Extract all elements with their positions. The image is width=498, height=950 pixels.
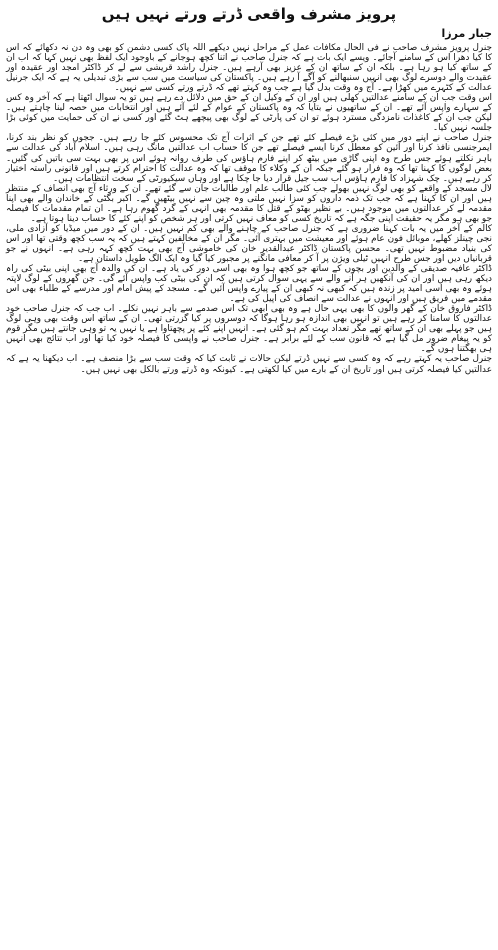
paragraph: کالم کے آخر میں یہ بات کہنا ضروری ہے کہ جنرل صاحب کے چاہنے والے بھی کم نہیں ہیں۔ ان کے دور میں میڈیا کو آزادی ملی، نجی چینلز کھلے، موبائل فون عام ہوئے اور معیشت میں بہتری آئی۔ مگر ان کے مخالفین کہتے ہیں کہ یہ سب کچھ وقتی تھا اور اس کی بنیاد مضبوط نہیں تھی۔ محسن پاکستان ڈاکٹر عبدالقدیر خان کی خاموشی آج بھی بہت کچھ کہہ رہی ہے۔ انہوں نے جو قربانیاں دیں اور جس طرح انہیں ٹیلی ویژن پر آ کر معافی مانگنے پر مجبور کیا گیا وہ ایک الگ طویل داستان ہے۔ bbox=[6, 223, 492, 264]
paragraph: جنرل صاحب نے اپنے دور میں کئی بڑے فیصلے کئے تھے جن کے اثرات آج تک محسوس کئے جا رہے ہیں۔ ججوں کو نظر بند کرنا، ایمرجنسی نافذ کرنا اور آئین کو معطل کرنا ایسے فیصلے تھے جن کا حساب اب عدالتیں مانگ رہی ہیں۔ اسلام آباد کی عدالت سے باہر نکلتے ہوئے جس طرح وہ اپنی گاڑی میں بیٹھ کر اپنے فارم ہاؤس کی طرف روانہ ہوئے اس پر بھی بہت سی باتیں کی گئیں۔ بعض لوگوں کا کہنا تھا کہ وہ فرار ہو گئے جبکہ ان کے وکلاء کا موقف تھا کہ وہ عدالت کا احترام کرتے ہیں اور قانونی راستہ اختیار کر رہے ہیں۔ چک شہزاد کا فارم ہاؤس اب سب جیل قرار دیا جا چکا ہے اور وہاں سیکیورٹی کے سخت انتظامات ہیں۔ bbox=[6, 133, 492, 184]
article-body bbox=[6, 43, 492, 375]
paragraph: جنرل صاحب یہ کہتے رہے کہ وہ کسی سے نہیں ڈرتے لیکن حالات نے ثابت کیا کہ وقت سب سے بڑا منصف ہے۔ اب دیکھنا یہ ہے کہ عدالتیں کیا فیصلہ کرتی ہیں اور تاریخ ان کے بارے میں کیا لکھتی ہے۔ کیونکہ وہ ڈرتے ورتے بالکل بھی نہیں ہیں۔ bbox=[6, 354, 492, 375]
paragraph: اس وقت جب ان کے سامنے عدالتیں کھلی ہیں اور ان کے وکیل ان کے حق میں دلائل دے رہے ہیں تو یہ سوال اٹھتا ہے کہ آخر وہ کس کے سہارے واپس آئے تھے۔ ان کے ساتھیوں نے بتایا کہ وہ پاکستان کے عوام کے لئے آئے ہیں اور انتخابات میں حصہ لینا چاہتے ہیں۔ لیکن جب ان کے کاغذات نامزدگی مسترد ہوئے تو ان کی پارٹی کے لوگ بھی پیچھے ہٹ گئے اور کسی نے ان کی حمایت میں کوئی بڑا جلسہ نہیں کیا۔ bbox=[6, 93, 492, 134]
headline: پرویز مشرف واقعی ڈرتے ورتے نہیں ہیں bbox=[101, 5, 397, 23]
byline: جبار مرزا bbox=[441, 27, 492, 40]
paragraph: لال مسجد کے واقعے کو بھی لوگ نہیں بھولے جب کئی طالب علم اور طالبات جان سے گئے تھے۔ ان کے ورثاء آج بھی انصاف کے منتظر ہیں اور ان کا کہنا ہے کہ جب تک ذمہ داروں کو سزا نہیں ملتی وہ چین سے نہیں بیٹھیں گے۔ اکبر بگٹی کے خاندان والے بھی اپنا مقدمہ لے کر عدالتوں میں موجود ہیں۔ بے نظیر بھٹو کے قتل کا مقدمہ بھی انہی کے گرد گھوم رہا ہے۔ ان تمام مقدمات کا فیصلہ جو بھی ہو مگر یہ حقیقت اپنی جگہ ہے کہ تاریخ کسی کو معاف نہیں کرتی اور ہر شخص کو اپنے کئے کا حساب دینا ہوتا ہے۔ bbox=[6, 183, 492, 224]
paragraph: ڈاکٹر عافیہ صدیقی کے والدین اور بچوں کے ساتھ جو کچھ ہوا وہ بھی اسی دور کی یاد ہے۔ ان کی والدہ آج بھی اپنی بیٹی کی راہ دیکھ رہی ہیں اور ان کی آنکھیں ہر آنے والے سے یہی سوال کرتی ہیں کہ ان کی بیٹی کب واپس آئے گی۔ جن گھروں کے لوگ لاپتہ ہوئے وہ بھی اسی امید پر زندہ ہیں کہ کبھی نہ کبھی ان کے پیارے واپس آئیں گے۔ مسجد کے پیش امام اور مدرسے کے طلباء بھی اس مقدمے میں فریق ہیں اور انہوں نے عدالت سے انصاف کی اپیل کی ہے۔ bbox=[6, 264, 492, 305]
paragraph: ڈاکٹر فاروق خان کے گھر والوں کا بھی یہی حال ہے وہ بھی ابھی تک اس صدمے سے باہر نہیں نکلے۔ اب جب کہ جنرل صاحب خود عدالتوں کا سامنا کر رہے ہیں تو انہیں بھی اندازہ ہو رہا ہوگا کہ دوسروں پر کیا گزرتی تھی۔ ان کے ساتھ اس وقت بھی وہی لوگ ہیں جو پہلے بھی ان کے ساتھ تھے مگر تعداد بہت کم ہو گئی ہے۔ انہیں اپنے کئے پر پچھتاوا ہے یا نہیں یہ تو وہی جانتے ہیں مگر قوم کو یہ پیغام ضرور مل گیا ہے کہ قانون سب کے لئے برابر ہے۔ جنرل صاحب نے واپسی کا فیصلہ خود کیا تھا اور اب نتائج بھی انہیں ہی بھگتنا ہوں گے۔ bbox=[6, 304, 492, 355]
paragraph: جنرل پرویز مشرف صاحب نے فی الحال مکافات عمل کے مراحل نہیں دیکھے اللہ پاک کسی دشمن کو بھی وہ دن نہ دکھائے کہ اس کا کیا دھرا اس کے سامنے آجائے۔ ویسے ایک بات ہے کہ جنرل صاحب نے اتنا کچھ ہوجانے کے باوجود ایک لفظ بھی نہیں کہا کہ اب ان کے ساتھ کیا ہو رہا ہے۔ بلکہ ان کے ساتھ ان کے عزیز بھی آرہے ہیں۔ جنرل راشد قریشی سے لے کر ڈاکٹر امجد اور عقیدہ اور عقیدت والے دوسرے لوگ بھی انہیں سنبھالنے کو آگے آ رہے ہیں۔ پاکستان کی سیاست میں سب سے بڑی تبدیلی یہ ہے کہ ایک جرنیل عدالت کے کٹہرے میں کھڑا ہے۔ آج وہ وقت بدل گیا ہے جب وہ کہتے تھے کہ ڈرتے ورتے کسی سے نہیں۔ bbox=[6, 43, 492, 94]
